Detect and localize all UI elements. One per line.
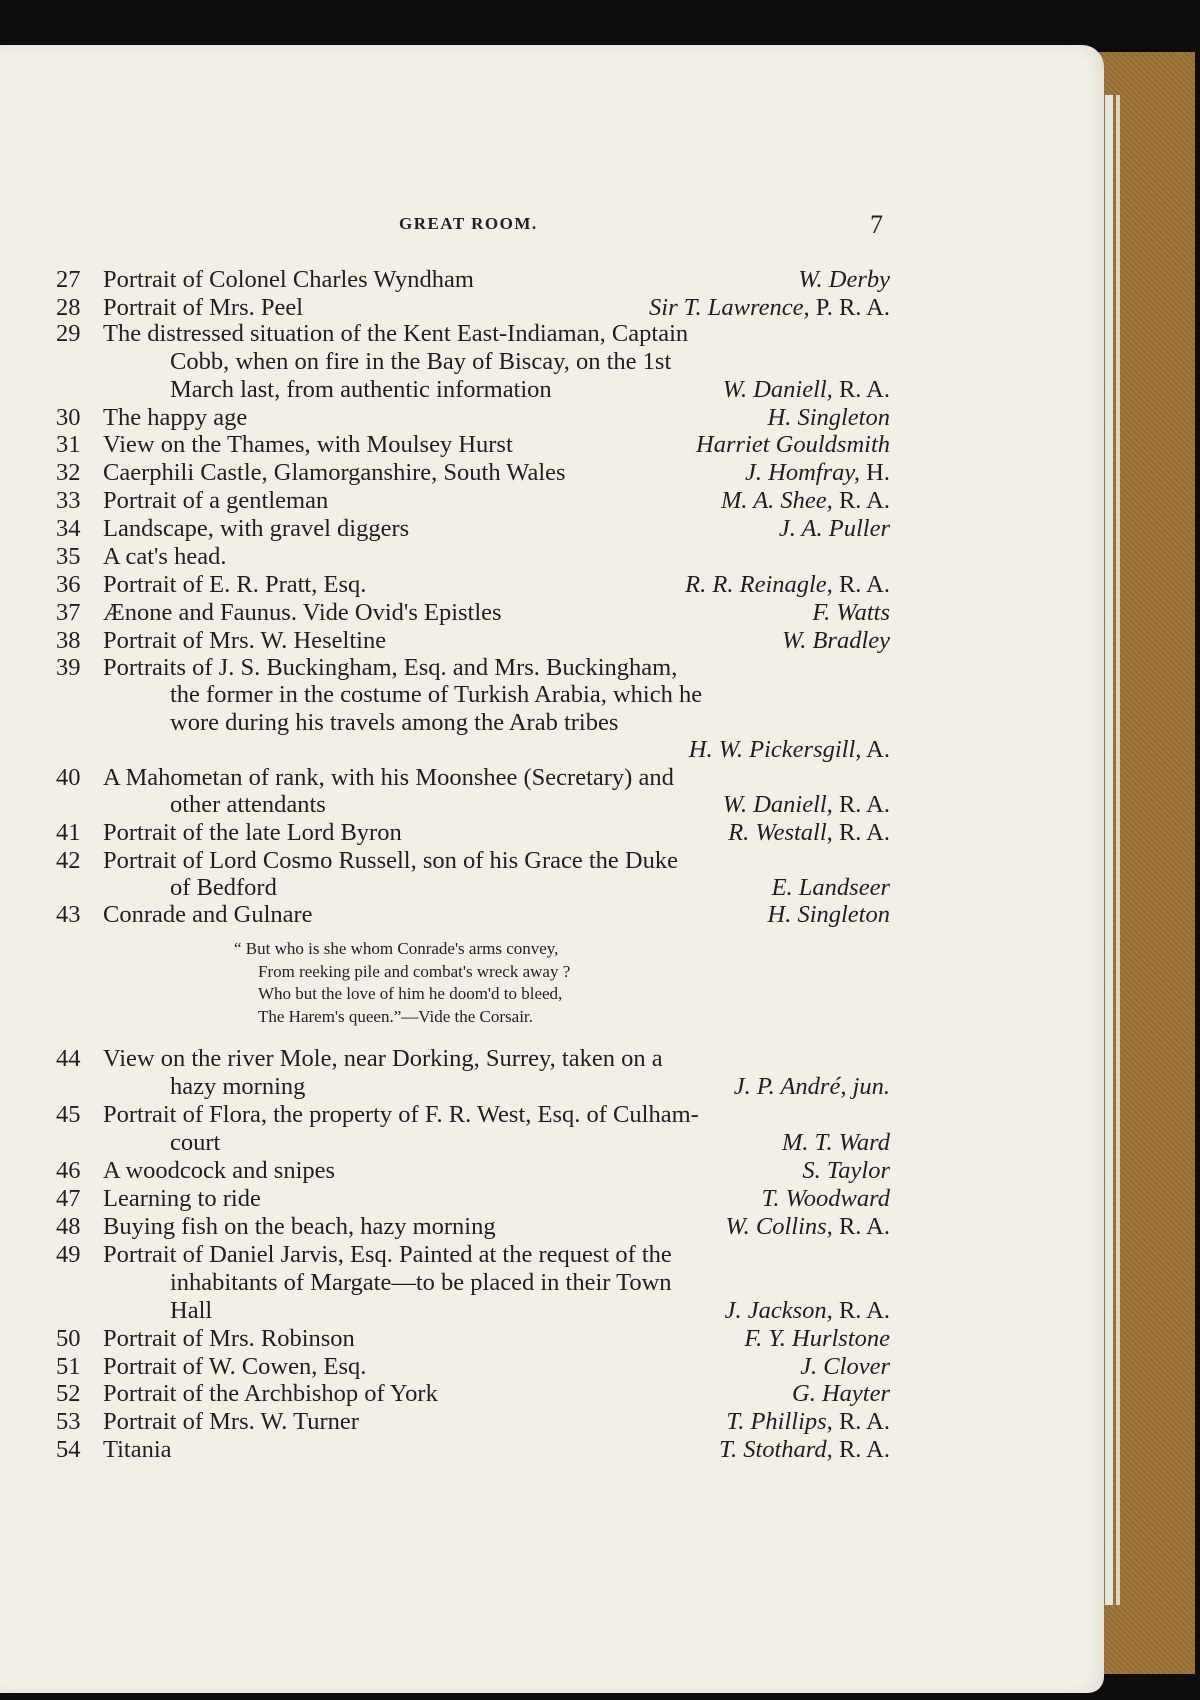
artist-name-text: T. Woodward [761, 1185, 890, 1212]
artist-name-text: J. Homfray, [745, 459, 861, 486]
artist-name-text: S. Taylor [802, 1157, 890, 1184]
entry-number: 28 [56, 294, 81, 321]
artist-suffix: R. A. [832, 1408, 890, 1435]
entry-title: The distressed situation of the Kent East-Indiaman, Captain [103, 320, 689, 347]
catalogue-line [0, 599, 1104, 627]
artist-name [685, 571, 890, 599]
catalogue-line [0, 901, 1104, 929]
artist-name-text: M. A. Shee, [721, 487, 833, 514]
entry-number: 38 [56, 627, 81, 654]
catalogue-line [0, 1101, 1104, 1129]
artist-name [721, 487, 890, 515]
artist-name [768, 404, 891, 432]
artist-name-text: R. R. Reinagle, [685, 571, 833, 598]
artist-name-text: F. Y. Hurlstone [744, 1325, 890, 1352]
entry-title: Portrait of Flora, the property of F. R. West, Esq. of Culham- [103, 1101, 699, 1128]
catalogue-line [0, 459, 1104, 487]
entry-title: hazy morning [170, 1073, 306, 1100]
artist-name-text: T. Stothard, [719, 1436, 833, 1463]
catalogue-line [0, 791, 1104, 819]
catalogue-line [0, 681, 1104, 709]
artist-suffix: R. A. [832, 571, 890, 598]
entry-title: Conrade and Gulnare [103, 901, 313, 928]
artist-name-text: J. Jackson, [724, 1297, 833, 1324]
artist-name-text: W. Daniell, [722, 376, 833, 403]
catalogue-line [0, 709, 1104, 737]
catalogue-line [0, 543, 1104, 571]
entry-title: Portrait of Daniel Jarvis, Esq. Painted at the request of the [103, 1241, 672, 1268]
artist-suffix: P. R. A. [809, 294, 890, 321]
artist-name [734, 1073, 890, 1101]
entry-number: 54 [56, 1436, 81, 1463]
artist-name [779, 515, 890, 543]
catalogue-line [0, 348, 1104, 376]
entry-title: Hall [170, 1297, 213, 1324]
catalogue-line [0, 1185, 1104, 1213]
catalogue-line [0, 1353, 1104, 1381]
artist-name [725, 1213, 890, 1241]
artist-name [782, 627, 890, 655]
catalogue-line [0, 1297, 1104, 1325]
entry-title: Portrait of a gentleman [103, 487, 329, 514]
entry-number: 49 [56, 1241, 81, 1268]
catalogue-line [0, 1241, 1104, 1269]
page-edges [1105, 95, 1113, 1605]
catalogue-line [0, 874, 1104, 902]
artist-name-text: M. T. Ward [781, 1129, 890, 1156]
artist-name-text: H. W. Pickersgill, [688, 736, 862, 763]
catalogue-line [0, 654, 1104, 682]
artist-name [745, 459, 890, 487]
artist-name [726, 1408, 890, 1436]
entry-number: 50 [56, 1325, 81, 1352]
entry-number: 40 [56, 764, 81, 791]
entry-number: 46 [56, 1157, 81, 1184]
artist-name [802, 1157, 890, 1185]
entry-title: Portrait of the late Lord Byron [103, 819, 402, 846]
entry-title: Portrait of Colonel Charles Wyndham [103, 266, 474, 293]
artist-name-text: W. Bradley [782, 627, 890, 654]
entry-title: View on the river Mole, near Dorking, Surrey, taken on a [103, 1045, 663, 1072]
artist-name [689, 736, 890, 764]
artist-suffix: H. [860, 459, 890, 486]
artist-suffix: R. A. [832, 1213, 890, 1240]
artist-name-text: H. Singleton [767, 404, 890, 431]
entry-title: Learning to ride [103, 1185, 261, 1212]
entry-number: 29 [56, 320, 81, 347]
entry-number: 39 [56, 654, 81, 681]
entry-title: A Mahometan of rank, with his Moonshee (Secretary) and [103, 764, 674, 791]
header-title: GREAT ROOM. [399, 214, 538, 233]
entry-number: 53 [56, 1408, 81, 1435]
verse-line: The Harem's queen.”—Vide the Corsair. [258, 1006, 533, 1026]
entry-title: court [170, 1129, 221, 1156]
entry-number: 31 [56, 431, 81, 458]
entry-title: A woodcock and snipes [103, 1157, 336, 1184]
verse-quotation [234, 938, 858, 1028]
entry-number: 33 [56, 487, 81, 514]
artist-suffix: R. A. [832, 1436, 890, 1463]
entry-number: 42 [56, 847, 81, 874]
artist-name-text: G. Hayter [792, 1380, 890, 1407]
catalogue-line [0, 487, 1104, 515]
entry-title: Caerphili Castle, Glamorganshire, South Wales [103, 459, 566, 486]
running-header [0, 210, 1104, 240]
catalogue-line [0, 376, 1104, 404]
entry-title: Landscape, with gravel diggers [103, 515, 410, 542]
artist-name-text: J. P. André, jun. [733, 1073, 890, 1100]
catalogue-line [0, 1325, 1104, 1353]
artist-name [723, 791, 890, 819]
artist-suffix: A. [861, 736, 890, 763]
entry-title: March last, from authentic information [170, 376, 552, 403]
artist-suffix: R. A. [832, 819, 890, 846]
artist-name-text: W. Collins, [725, 1213, 833, 1240]
artist-suffix: R. A. [832, 1297, 890, 1324]
artist-name-text: R. Westall, [728, 819, 833, 846]
entry-number: 41 [56, 819, 81, 846]
verse-line: Who but the love of him he doom'd to bleed, [258, 984, 563, 1003]
entry-number: 48 [56, 1213, 81, 1240]
catalogue-line [0, 627, 1104, 655]
artist-name-text: W. Daniell, [722, 791, 833, 818]
entry-number: 36 [56, 571, 81, 598]
catalogue-line [0, 1129, 1104, 1157]
entry-title: Portraits of J. S. Buckingham, Esq. and Mrs. Buckingham, [103, 654, 678, 681]
artist-name [719, 1436, 890, 1464]
entry-number: 52 [56, 1380, 81, 1407]
artist-name-text: Sir T. Lawrence, [649, 294, 810, 321]
entry-title: Portrait of Mrs. W. Heseltine [103, 627, 387, 654]
entry-number: 51 [56, 1353, 81, 1380]
artist-name-text: E. Landseer [771, 874, 890, 901]
catalogue-line [0, 1213, 1104, 1241]
artist-name [782, 1129, 890, 1157]
artist-name [772, 874, 890, 902]
artist-name [798, 266, 890, 294]
entry-title: Portrait of Mrs. Peel [103, 294, 304, 321]
catalogue-line [0, 1045, 1104, 1073]
entry-number: 32 [56, 459, 81, 486]
verse-line: “ But who is she whom Conrade's arms convey, [234, 939, 559, 958]
entry-title: View on the Thames, with Moulsey Hurst [103, 431, 513, 458]
catalogue-line [0, 1380, 1104, 1408]
catalogue-line [0, 1408, 1104, 1436]
catalogue-line [0, 1436, 1104, 1464]
artist-name [744, 1325, 890, 1353]
catalogue-line [0, 266, 1104, 294]
artist-name-text: Harriet Gouldsmith [696, 431, 890, 458]
entry-title: Portrait of Lord Cosmo Russell, son of his Grace the Duke [103, 847, 678, 874]
entry-number: 34 [56, 515, 81, 542]
entry-number: 27 [56, 266, 81, 293]
artist-name [812, 599, 890, 627]
catalogue-line [0, 404, 1104, 432]
entry-title: of Bedford [170, 874, 277, 901]
entry-title: Portrait of E. R. Pratt, Esq. [103, 571, 367, 598]
catalogue-line [0, 1269, 1104, 1297]
artist-name [792, 1380, 890, 1408]
catalogue-line [0, 1157, 1104, 1185]
entry-number: 30 [56, 404, 81, 431]
artist-name [800, 1353, 890, 1381]
entry-title: Portrait of Mrs. W. Turner [103, 1408, 359, 1435]
catalogue-line [0, 847, 1104, 875]
catalogue-line [0, 736, 1104, 764]
artist-name-text: T. Phillips, [726, 1408, 833, 1435]
artist-name [725, 1297, 890, 1325]
entry-title: The happy age [103, 404, 248, 431]
artist-name-text: W. Derby [798, 266, 890, 293]
artist-name [723, 376, 890, 404]
artist-suffix: R. A. [832, 487, 890, 514]
entry-title: Buying fish on the beach, hazy morning [103, 1213, 496, 1240]
page-number: 7 [870, 210, 883, 239]
entry-number: 44 [56, 1045, 81, 1072]
artist-name [762, 1185, 890, 1213]
entry-title: the former in the costume of Turkish Arabia, which he [170, 681, 703, 708]
entry-title: Ænone and Faunus. Vide Ovid's Epistles [103, 599, 502, 626]
catalogue-line [0, 764, 1104, 792]
catalogue-line [0, 819, 1104, 847]
artist-name [696, 431, 890, 459]
catalogue-line [0, 320, 1104, 348]
artist-name-text: J. A. Puller [778, 515, 890, 542]
verse-line: From reeking pile and combat's wreck away ? [258, 961, 571, 981]
entry-number: 37 [56, 599, 81, 626]
artist-name [728, 819, 890, 847]
entry-number: 47 [56, 1185, 81, 1212]
entry-title: Portrait of Mrs. Robinson [103, 1325, 355, 1352]
artist-name-text: H. Singleton [767, 901, 890, 928]
catalogue-line [0, 1073, 1104, 1101]
catalogue-line [0, 571, 1104, 599]
catalogue-line [0, 294, 1104, 322]
entry-title: Portrait of the Archbishop of York [103, 1380, 438, 1407]
entry-title: Portrait of W. Cowen, Esq. [103, 1353, 367, 1380]
entry-number: 43 [56, 901, 81, 928]
entry-title: wore during his travels among the Arab tribes [170, 709, 619, 736]
entry-number: 35 [56, 543, 81, 570]
entry-title: other attendants [170, 791, 326, 818]
artist-suffix: R. A. [832, 376, 890, 403]
catalogue-line [0, 431, 1104, 459]
artist-name-text: F. Watts [812, 599, 890, 626]
entry-title: Titania [103, 1436, 172, 1463]
artist-name [649, 294, 890, 322]
entry-number: 45 [56, 1101, 81, 1128]
artist-name [768, 901, 891, 929]
page-edges-inner [1116, 95, 1120, 1605]
artist-name-text: J. Clover [800, 1353, 890, 1380]
entry-title: Cobb, when on fire in the Bay of Biscay, on the 1st [170, 348, 672, 375]
artist-suffix: R. A. [832, 791, 890, 818]
entry-title: inhabitants of Margate—to be placed in their Town [170, 1269, 672, 1296]
catalogue-line [0, 515, 1104, 543]
entry-title: A cat's head. [103, 543, 227, 570]
